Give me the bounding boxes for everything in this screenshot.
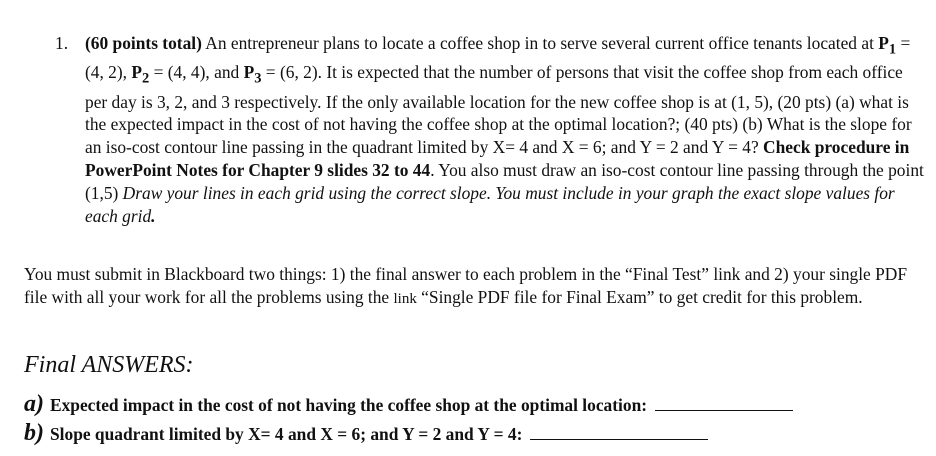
problem-text (85, 32, 925, 227)
final-answers-title: Final ANSWERS: (24, 352, 194, 378)
note-link-word: link (393, 291, 417, 307)
note-part1: You must submit in Blackboard two things: 1) the final answer to each problem in the “Final Test” link and 2) your single PDF file with all your work for all the problems using the (24, 264, 908, 307)
problem-number: 1. (55, 33, 69, 53)
point-p2-value: = (4, 4), and (149, 62, 244, 83)
note-part2: “Single PDF file for Final Exam” to get credit for this problem. (416, 287, 863, 307)
answer-a-letter: a) (24, 391, 44, 417)
point-p1-label: $P_1$ (878, 33, 897, 58)
answer-b-blank (530, 425, 708, 440)
submission-note (24, 263, 924, 311)
point-p3-label: $P_3$ (243, 62, 262, 87)
answer-b-text: Slope quadrant limited by X= 4 and X = 6; and Y = 2 and Y = 4: (50, 424, 523, 444)
problem-1 (55, 32, 925, 227)
problem-intro: An entrepreneur plans to locate a coffee shop in to serve several current office tenants located at (201, 33, 879, 53)
point-p3-value: = (6, 2). It is expected that the number of persons that visit the coffee shop from each office per day is 3, 2, and 3 respectively. If the only available location for the new coffee shop is at (1, 5), (20 pts) (a) what is the expected impact in the cost of not having the coffee shop at the optimal location?; (40 pts) (b) What is the slope for an iso-cost contour line passing in the quadrant limited by X= 4 and X = 6; and Y = 2 and Y = 4? (85, 62, 912, 158)
instruction-italic-end: . (151, 205, 156, 226)
check-procedure-text: Check procedure in PowerPoint Notes for Chapter 9 slides 32 to 44 (85, 137, 910, 180)
answer-a-row (24, 391, 793, 418)
answer-a-text: Expected impact in the cost of not having the coffee shop at the optimal location: (50, 395, 648, 415)
problem-points: (60 points total) (85, 33, 202, 53)
point-p1-value: = (4, 2), (85, 33, 911, 83)
answer-b-letter: b) (24, 420, 44, 446)
instruction-italic: Draw your lines in each grid using the correct slope. You must include in your graph the exact slope values for each grid (85, 182, 895, 226)
answer-b-row (24, 420, 708, 447)
after-check-text: . You also must draw an iso-cost contour line passing through the point (1,5) (85, 159, 924, 203)
answer-a-blank (655, 396, 793, 411)
point-p2-label: $P_2$ (131, 62, 150, 87)
